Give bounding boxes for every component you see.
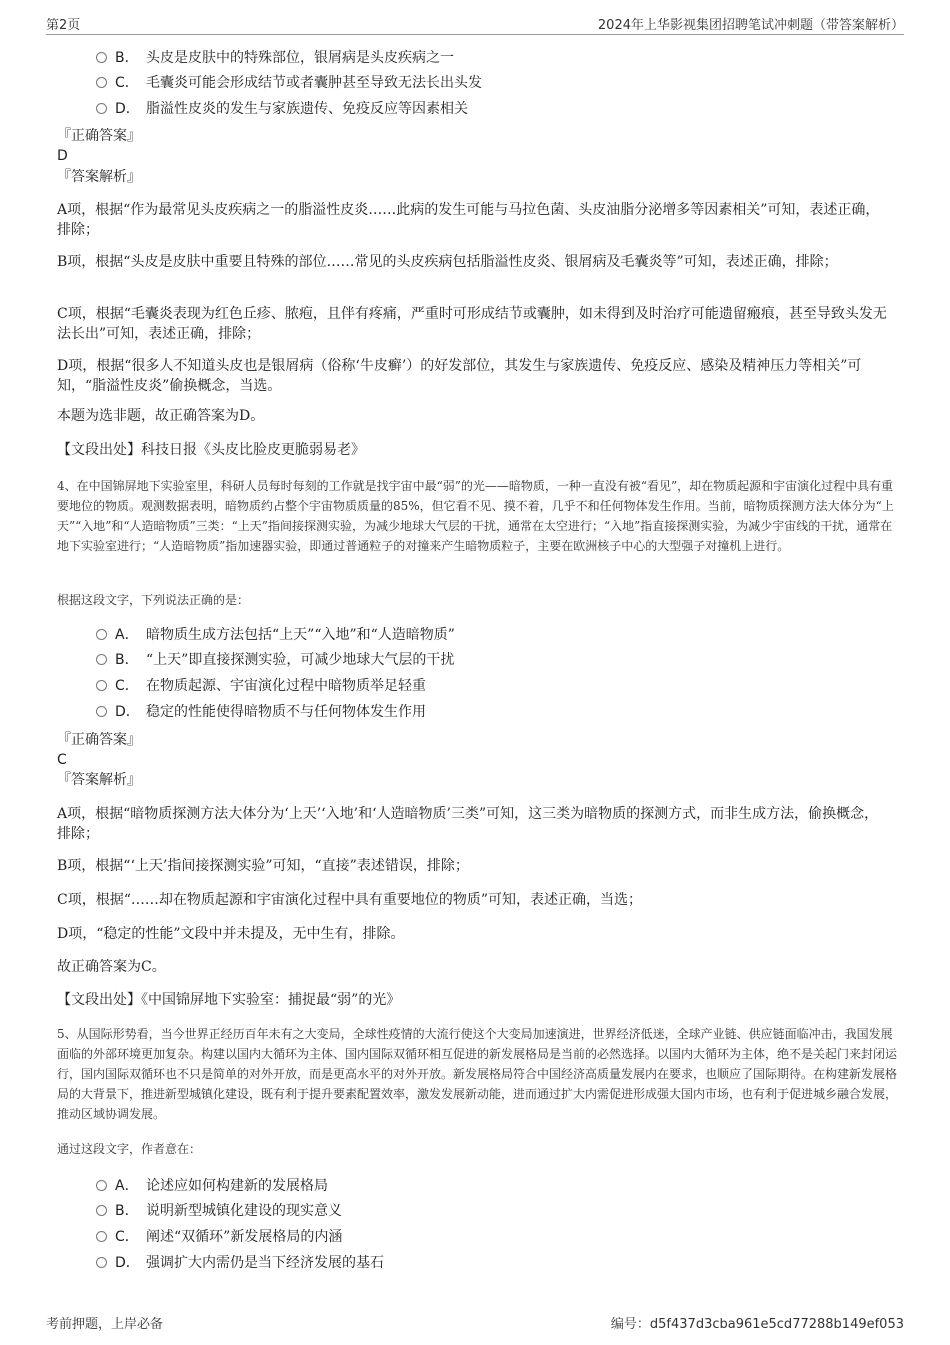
page-footer <box>46 1313 904 1333</box>
q5-option-a[interactable]: A． 论述应如何构建新的发展格局 <box>96 1176 328 1196</box>
q4-option-d[interactable]: D． 稳定的性能使得暗物质不与任何物体发生作用 <box>96 702 426 722</box>
radio-icon[interactable] <box>96 1257 107 1268</box>
radio-icon[interactable] <box>96 629 107 640</box>
page-number: 第2页 <box>46 18 81 33</box>
q5-prompt: 通过这段文字，作者意在： <box>57 1142 202 1156</box>
q5-option-c[interactable]: C． 阐述“双循环”新发展格局的内涵 <box>96 1227 342 1247</box>
q3-conclusion: 本题为选非题，故正确答案为D。 <box>57 408 265 424</box>
q5-option-d[interactable]: D． 强调扩大内需仍是当下经济发展的基石 <box>96 1253 384 1273</box>
q5-stem: 5、从国际形势看，当今世界正经历百年未有之大变局，全球性疫情的大流行使这个大变局加速演进，世界经济低迷，全球产业链、供应链面临冲击，我国发展面临的外部环境更加复杂。构建以国内大循环为主体、国内国际双循环相互促进的新发展格局是当前的必然选择。以国内大循环为主体，绝不是关起门来封闭运行，国内国际双循环也不只是简单的对外开放，而是更高水平的对外开放。新发展格局符合中国经济高质量发展内在要求，也顺应了国际期待。在构建新发展格局的大背景下，推进新型城镇化建设，既有利于提升要素配置效率，激发发展新动能，进而通过扩大内需促进形成强大国内市场，也有利于促进城乡融合发展，推动区域协调发展。 <box>57 1027 898 1121</box>
q3-answer: D <box>57 148 68 164</box>
radio-icon[interactable] <box>96 1231 107 1242</box>
footer-slogan: 考前押题，上岸必备 <box>46 1317 164 1332</box>
q4-analysis-d: D项，“稳定的性能”文段中并未提及，无中生有，排除。 <box>57 926 405 942</box>
q3-analysis-label: 『答案解析』 <box>57 169 141 185</box>
page-header <box>46 14 904 35</box>
q4-conclusion: 故正确答案为C。 <box>57 959 166 975</box>
q3-analysis-a: A项，根据“作为最常见头皮疾病之一的脂溢性皮炎……此病的发生可能与马拉色菌、头皮油脂分泌增多等因素相关”可知，表述正确，排除； <box>57 202 880 238</box>
radio-icon[interactable] <box>96 77 107 88</box>
q4-answer: C <box>57 752 67 768</box>
q4-option-b[interactable]: B． “上天”即直接探测实验，可减少地球大气层的干扰 <box>96 650 454 670</box>
radio-icon[interactable] <box>96 706 107 717</box>
q4-source: 【文段出处】《中国锦屏地下实验室：捕捉最“弱”的光》 <box>57 992 401 1008</box>
q5-option-b[interactable]: B． 说明新型城镇化建设的现实意义 <box>96 1201 342 1221</box>
q4-stem: 4、在中国锦屏地下实验室里，科研人员每时每刻的工作就是找宇宙中最“弱”的光——暗物质，一种一直没有被“看见”，却在物质起源和宇宙演化过程中具有重要地位的物质。观测数据表明，暗物质约占整个宇宙物质质量的85%，但它看不见、摸不着，几乎不和任何物体发生作用。当前，暗物质探测方法大体分为“上天”“入地”和“人造暗物质”三类：“上天”指间接探测实验，为减少地球大气层的干扰，通常在太空进行；“入地”指直接探测实验，为减少宇宙线的干扰，通常在地下实验室进行；“人造暗物质”指加速器实验，即通过普通粒子的对撞来产生暗物质粒子，主要在欧洲核子中心的大型强子对撞机上进行。 <box>57 479 894 553</box>
radio-icon[interactable] <box>96 52 107 63</box>
q4-answer-label: 『正确答案』 <box>57 732 141 748</box>
q4-prompt: 根据这段文字，下列说法正确的是： <box>57 593 250 607</box>
radio-icon[interactable] <box>96 654 107 665</box>
radio-icon[interactable] <box>96 680 107 691</box>
q4-option-a[interactable]: A． 暗物质生成方法包括“上天”“入地”和“人造暗物质” <box>96 625 455 645</box>
q4-analysis-a: A项，根据“暗物质探测方法大体分为‘上天’‘入地’和‘人造暗物质’三类”可知，这三类为暗物质的探测方式，而非生成方法，偷换概念，排除； <box>57 806 879 842</box>
q3-option-d[interactable]: D． 脂溢性皮炎的发生与家族遗传、免疫反应等因素相关 <box>96 99 468 119</box>
q4-option-c[interactable]: C． 在物质起源、宇宙演化过程中暗物质举足轻重 <box>96 676 426 696</box>
q3-analysis-b: B项，根据“头皮是皮肤中重要且特殊的部位……常见的头皮疾病包括脂溢性皮炎、银屑病及毛囊炎等”可知，表述正确，排除； <box>57 254 838 270</box>
q3-answer-label: 『正确答案』 <box>57 128 141 144</box>
document-title: 2024年上华影视集团招聘笔试冲刺题（带答案解析） <box>597 18 904 33</box>
q4-analysis-label: 『答案解析』 <box>57 772 141 788</box>
radio-icon[interactable] <box>96 1180 107 1191</box>
q4-analysis-b: B项，根据“‘上天’指间接探测实验”可知，“直接”表述错误，排除； <box>57 858 469 874</box>
q3-source: 【文段出处】科技日报《头皮比脸皮更脆弱易老》 <box>57 442 365 458</box>
radio-icon[interactable] <box>96 1205 107 1216</box>
q3-option-b[interactable]: B． 头皮是皮肤中的特殊部位，银屑病是头皮疾病之一 <box>96 48 454 68</box>
q3-analysis-d: D项，根据“很多人不知道头皮也是银屑病（俗称‘牛皮癣’）的好发部位，其发生与家族遗传、免疫反应、感染及精神压力等相关”可知，“脂溢性皮炎”偷换概念，当选。 <box>57 358 862 394</box>
q4-analysis-c: C项，根据“……却在物质起源和宇宙演化过程中具有重要地位的物质”可知，表述正确，当选； <box>57 892 643 908</box>
q3-analysis-c: C项，根据“毛囊炎表现为红色丘疹、脓疱，且伴有疼痛，严重时可形成结节或囊肿，如未得到及时治疗可能遗留瘢痕，甚至导致头发无法长出”可知，表述正确，排除； <box>57 306 887 342</box>
document-id: 编号：d5f437d3cba961e5cd77288b149ef053 <box>610 1317 904 1332</box>
q3-option-c[interactable]: C． 毛囊炎可能会形成结节或者囊肿甚至导致无法长出头发 <box>96 73 482 93</box>
radio-icon[interactable] <box>96 103 107 114</box>
